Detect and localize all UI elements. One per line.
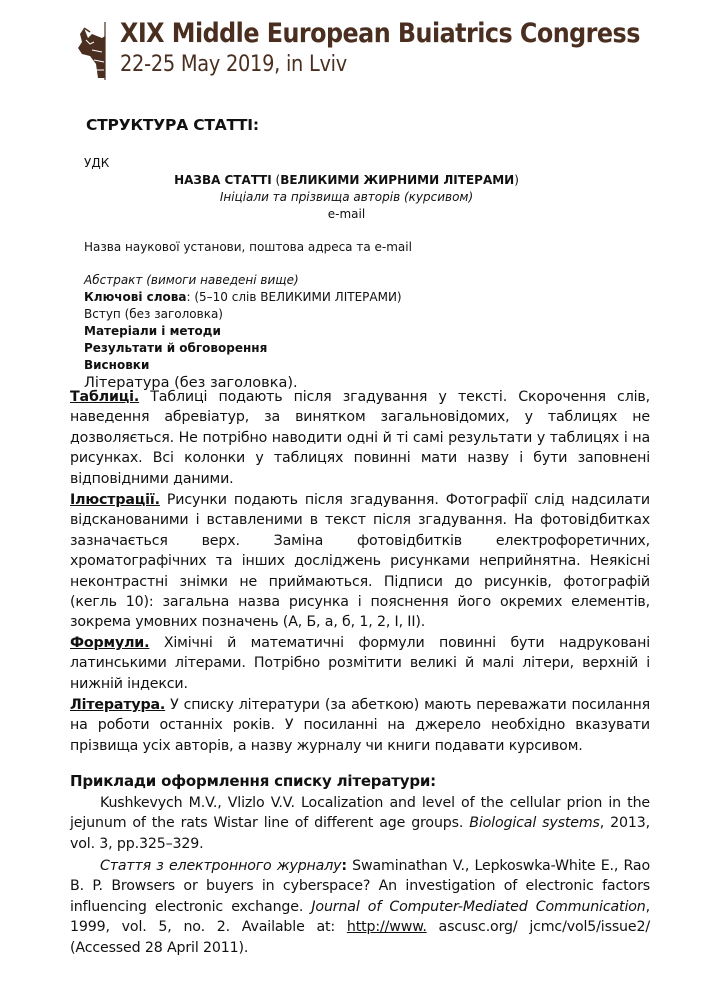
section-label: Ілюстрації. bbox=[70, 492, 160, 508]
intro-line: Вступ (без заголовка) bbox=[84, 307, 223, 321]
section-text: У списку літератури (за абеткою) мають переважати посилання на роботи останніх років. У посиланні на джерело необхідно вказувати прізвища усіх авторів, а назву журналу чи книги подавати курсивом. bbox=[70, 697, 650, 754]
ref-journal: Journal of Computer-Mediated Communication bbox=[311, 898, 646, 915]
ref-text: Swaminathan V., Lepkoswka-White E., Rao B. P. Browsers or buyers in cyberspace? An investigation of electronic factors influencing electronic exchange. bbox=[70, 858, 650, 915]
keywords-label: Ключові слова bbox=[84, 290, 187, 304]
section-tables bbox=[70, 387, 650, 489]
section-label: Таблиці. bbox=[70, 389, 140, 405]
section-text: Рисунки подають після згадування. Фотографії слід надсилати відсканованими і вставленими в текст після згадування. На фотовідбитках зазначається верх. Заміна фотовідбитків електрофоретичних, хроматографічних та інших досліджень рисунками неприйнятна. Неякісні неконтрастні знімки не приймаються. Підписи до рисунків, фотографій (кегль 10): загальна назва рисунка і пояснення його окремих елементів, зокрема умовних позначень (А, Б, а, б, 1, 2, I, II). bbox=[70, 492, 650, 631]
reference-item bbox=[70, 793, 650, 854]
ref-journal: Biological systems bbox=[469, 815, 600, 832]
institution-line: Назва наукової установи, поштова адреса та e-mail bbox=[84, 240, 412, 254]
section-formulas bbox=[70, 633, 650, 694]
ref-text: Kushkevych M.V., Vlizlo V.V. Localization and level of the cellular prion in the jejunum of the rats Wistar line of different age groups. bbox=[70, 795, 650, 832]
title-part-1: НАЗВА СТАТТІ bbox=[174, 173, 272, 187]
literature-line: Література (без заголовка). bbox=[84, 375, 298, 391]
title-part-4: ) bbox=[514, 173, 519, 187]
title-part-2: ( bbox=[271, 173, 281, 187]
authors-line: Ініціали та прізвища авторів (курсивом) bbox=[219, 190, 474, 204]
references-heading: Приклади оформлення списку літератури: bbox=[70, 772, 436, 790]
section-literature bbox=[70, 695, 650, 756]
methods-line: Матеріали і методи bbox=[84, 324, 221, 338]
section-illustrations bbox=[70, 490, 650, 633]
title-part-3: ВЕЛИКИМИ ЖИРНИМИ ЛІТЕРАМИ bbox=[280, 173, 515, 187]
congress-date: 22-25 May 2019, in Lviv bbox=[120, 52, 347, 77]
structure-heading: СТРУКТУРА СТАТТІ: bbox=[86, 116, 259, 134]
section-text: Хімічні й математичні формули повинні бути надруковані латинськими літерами. Потрібно розмітити великі й малі літери, верхній і нижній індекси. bbox=[70, 635, 650, 692]
ref-colon: : bbox=[341, 858, 347, 874]
article-structure bbox=[84, 116, 694, 393]
ref-tail: , 2013, vol. 3, pp.325–329. bbox=[70, 815, 650, 852]
article-title-line bbox=[84, 172, 609, 189]
section-label: Література. bbox=[70, 697, 166, 713]
ref-after-link: ascusc.org/ jcmc/vol5/issue2/ (Accessed 28 April 2011). bbox=[70, 919, 650, 956]
section-text: Таблиці подають після згадування у тексті. Скорочення слів, наведення абревіатур, за винятком загальновідомих, у таблицях не дозволяється. Не потрібно наводити одні й ті самі результати у таблицях і на рисунках. Всі колонки у таблицях повинні мати назву і бути заповнені відповідними даними. bbox=[70, 389, 650, 487]
congress-header bbox=[72, 16, 672, 86]
ref-tail: , 1999, vol. 5, no. 2. Available at: bbox=[70, 898, 650, 936]
conclusions-line: Висновки bbox=[84, 358, 150, 372]
ref-link[interactable]: http://www. bbox=[346, 919, 427, 936]
email-line: e-mail bbox=[327, 207, 366, 221]
udk-label: УДК bbox=[84, 156, 110, 170]
results-line: Результати й обговорення bbox=[84, 341, 268, 355]
congress-title: XIX Middle European Buiatrics Congress bbox=[120, 18, 640, 49]
reference-item bbox=[70, 856, 650, 958]
section-label: Формули. bbox=[70, 635, 150, 651]
keywords-line bbox=[84, 289, 694, 306]
ref-prefix: Стаття з електронного журналу bbox=[100, 858, 342, 874]
cow-head-icon bbox=[72, 20, 112, 82]
keywords-text: : (5–10 слів ВЕЛИКИМИ ЛІТЕРАМИ) bbox=[186, 290, 402, 304]
abstract-line: Абстракт (вимоги наведені вище) bbox=[84, 273, 299, 287]
